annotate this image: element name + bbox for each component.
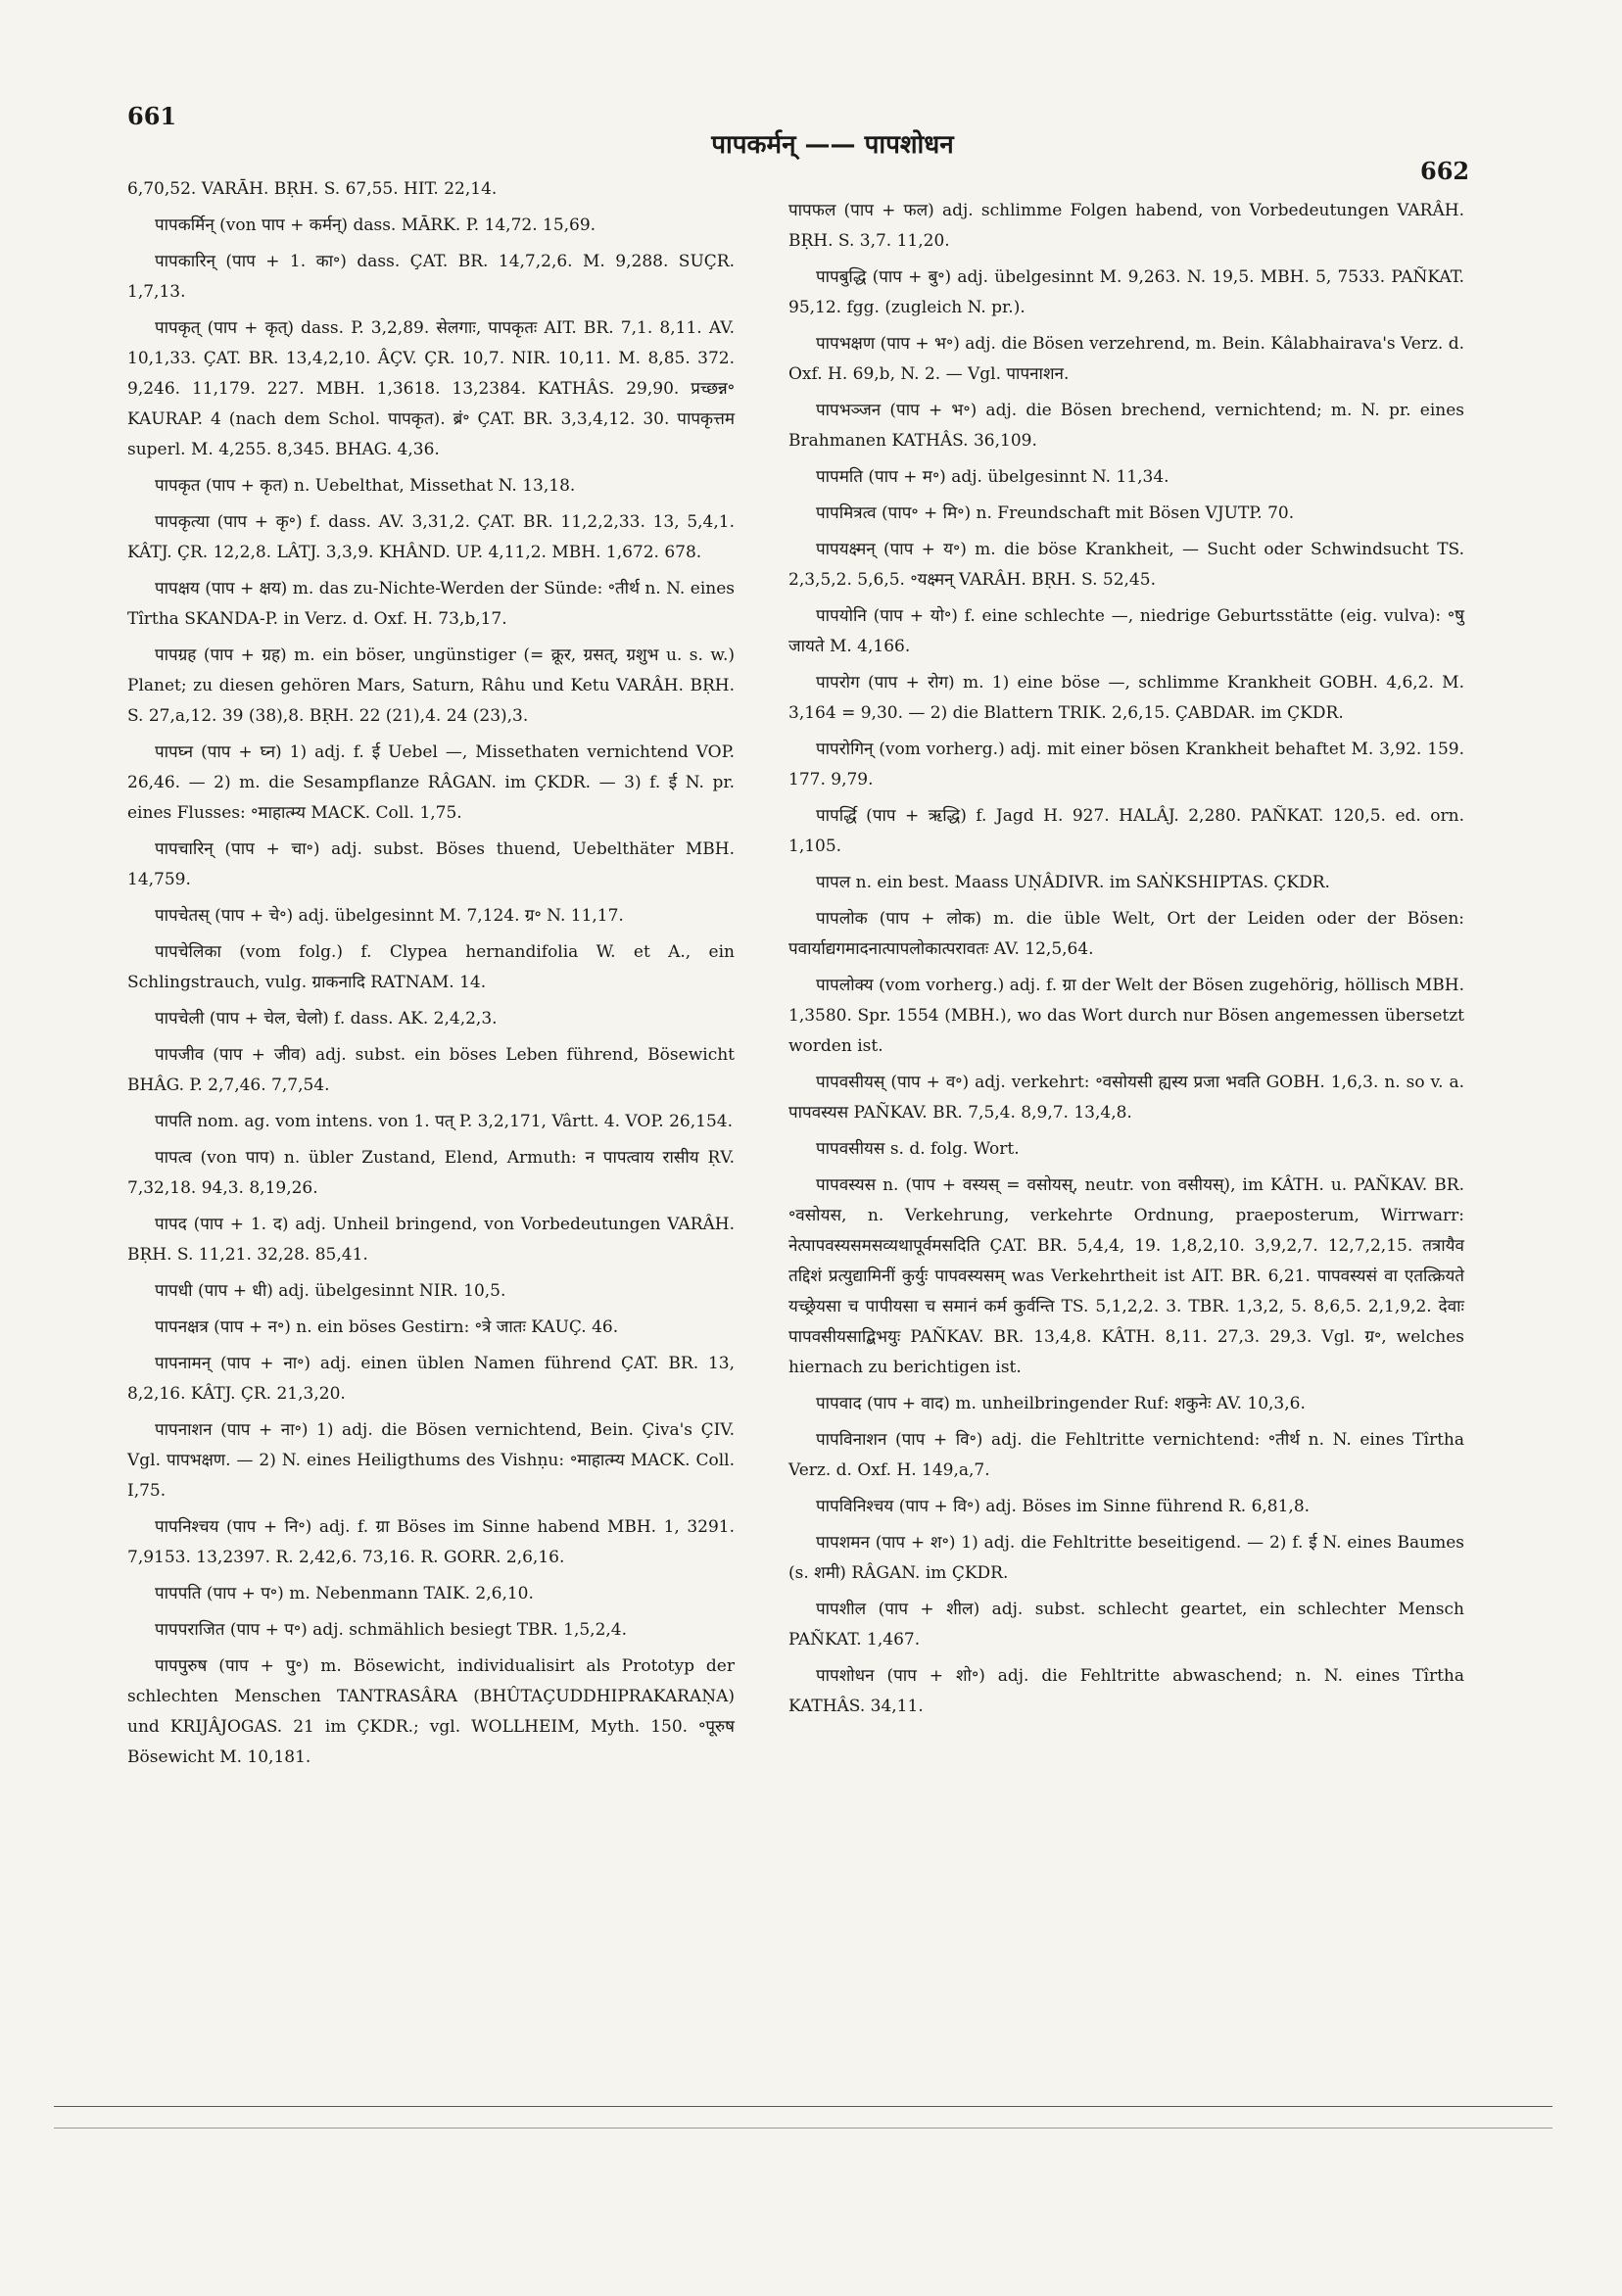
dictionary-entry: पापपुरुष (पाप + पु॰) m. Bösewicht, individualisirt als Prototyp der schlechten Menschen TANTRASÂRA (BHÛTAÇUDDHIPRAKARAṆA) und KRIJÂJOGAS. 21 im ÇKDR.; vgl. WOLLHEIM, Myth. 150. ॰पूरुष Bösewicht M. 10,181. [127,1656,735,1767]
dictionary-entry: पापग्रह (पाप + ग्रह) m. ein böser, ungünstiger (= क्रूर, ग्रसत्, ग्रशुभ u. s. w.) Planet; zu diesen gehören Mars, Saturn, Râhu und Ketu VARÂH. BṚH. S. 27,a,12. 39 (38),8. BṚH. 22 (21),4. 24 (23),3. [127,646,735,726]
dictionary-entry: पापयक्ष्मन् (पाप + य॰) m. die böse Krankheit, — Sucht oder Schwindsucht TS. 2,3,5,2. 5,6,5. ॰यक्ष्मन् VARÂH. BṚH. S. 52,45. [788,540,1464,590]
footer-rule-secondary [54,2128,1552,2129]
dictionary-entry: पापमित्रत्व (पाप॰ + मि॰) n. Freundschaft mit Bösen VJUTP. 70. [816,503,1295,523]
dictionary-entry: पापघ्न (पाप + घ्न) 1) adj. f. ई Uebel —, Missethaten vernichtend VOP. 26,46. — 2) m. die Sesampflanze RÂGAN. im ÇKDR. — 3) f. ई N. pr. eines Flusses: ॰माहात्म्य MACK. Coll. 1,75. [127,742,735,823]
dictionary-entry: पापवसीयस s. d. folg. Wort. [816,1139,1020,1159]
left-column [127,174,735,1779]
dictionary-entry: पापशोधन (पाप + शो॰) adj. die Fehltritte abwaschend; n. N. eines Tîrtha KATHÂS. 34,11. [788,1666,1464,1716]
dictionary-entry: पापनामन् (पाप + ना॰) adj. einen üblen Namen führend ÇAT. BR. 13, 8,2,16. KÂTJ. ÇR. 21,3,20. [127,1354,735,1404]
dictionary-entry: पापधी (पाप + धी) adj. übelgesinnt NIR. 10,5. [155,1281,506,1301]
dictionary-entry: पापरोगिन् (vom vorherg.) adj. mit einer bösen Krankheit behaftet M. 3,92. 159. 177. 9,79. [788,740,1464,789]
dictionary-entry: 6,70,52. VARĀH. BṚH. S. 67,55. HIT. 22,14. [127,179,498,199]
dictionary-entry: पापवसीयस् (पाप + व॰) adj. verkehrt: ॰वसोयसी ह्यस्य प्रजा भवति GOBH. 1,6,3. n. so v. a. पापवस्यस PAÑKAV. BR. 7,5,4. 8,9,7. 13,4,8. [788,1073,1464,1123]
dictionary-entry: पापल n. ein best. Maass UṆÂDIVR. im SAṄKSHIPTAS. ÇKDR. [816,873,1330,892]
dictionary-entry: पापकर्मिन् (von पाप + कर्मन्) dass. MĀRK. P. 14,72. 15,69. [155,215,596,235]
dictionary-entry: पापकृत (पाप + कृत) n. Uebelthat, Missethat N. 13,18. [155,476,576,496]
right-column [788,196,1464,1728]
page-number-left: 661 [127,102,177,130]
dictionary-entry: पापफल (पाप + फल) adj. schlimme Folgen habend, von Vorbedeutungen VARÂH. BṚH. S. 3,7. 11,20. [788,201,1464,251]
dictionary-entry: पापशील (पाप + शील) adj. subst. schlecht geartet, ein schlechter Mensch PAÑKAT. 1,467. [788,1600,1464,1650]
dictionary-entry: पापरोग (पाप + रोग) m. 1) eine böse —, schlimme Krankheit GOBH. 4,6,2. M. 3,164 = 9,30. — 2) die Blattern TRIK. 2,6,15. ÇABDAR. im ÇKDR. [788,673,1464,723]
dictionary-entry: पापक्षय (पाप + क्षय) m. das zu-Nichte-Werden der Sünde: ॰तीर्थ n. N. eines Tîrtha SKANDA-P. in Verz. d. Oxf. H. 73,b,17. [127,579,735,629]
dictionary-entry: पापनक्षत्र (पाप + न॰) n. ein böses Gestirn: ॰त्रे जातः KAUÇ. 46. [155,1317,619,1337]
dictionary-entry: पापलोक (पाप + लोक) m. die üble Welt, Ort der Leiden oder der Bösen: पवार्याद्यगमादनात्पापलोकात्परावतः AV. 12,5,64. [788,909,1464,959]
dictionary-entry: पापचारिन् (पाप + चा॰) adj. subst. Böses thuend, Uebelthäter MBH. 14,759. [127,839,735,889]
dictionary-entry: पापत्व (von पाप) n. übler Zustand, Elend, Armuth: न पापत्वाय रासीय ṚV. 7,32,18. 94,3. 8,19,26. [127,1148,735,1198]
dictionary-entry: पापमति (पाप + म॰) adj. übelgesinnt N. 11,34. [816,467,1169,487]
dictionary-entry: पापपराजित (पाप + प॰) adj. schmählich besiegt TBR. 1,5,2,4. [155,1620,628,1640]
running-head: पापकर्मन् —— पापशोधन [711,130,954,160]
dictionary-entry: पापविनाशन (पाप + वि॰) adj. die Fehltritte vernichtend: ॰तीर्थ n. N. eines Tîrtha Verz. d. Oxf. H. 149,a,7. [788,1430,1464,1480]
dictionary-entry: पापभक्षण (पाप + भ॰) adj. die Bösen verzehrend, m. Bein. Kâlabhairava's Verz. d. Oxf. H. 69,b, N. 2. — Vgl. पापनाशन. [788,334,1464,384]
dictionary-entry: पापनिश्चय (पाप + नि॰) adj. f. ग्रा Böses im Sinne habend MBH. 1, 3291. 7,9153. 13,2397. R. 2,42,6. 73,16. R. GORR. 2,6,16. [127,1517,735,1567]
dictionary-entry: पापनाशन (पाप + ना॰) 1) adj. die Bösen vernichtend, Bein. Çiva's ÇIV. Vgl. पापभक्षण. — 2) N. eines Heiligthums des Vishṇu: ॰माहात्म्य MACK. Coll. I,75. [127,1420,735,1501]
dictionary-entry: पापद (पाप + 1. द) adj. Unheil bringend, von Vorbedeutungen VARÂH. BṚH. S. 11,21. 32,28. 85,41. [127,1215,735,1265]
dictionary-entry: पापचेलिका (vom folg.) f. Clypea hernandifolia W. et A., ein Schlingstrauch, vulg. ग्राकनादि RATNAM. 14. [127,942,735,992]
dictionary-entry: पापति nom. ag. vom intens. von 1. पत् P. 3,2,171, Vârtt. 4. VOP. 26,154. [155,1112,734,1131]
dictionary-entry: पापभञ्जन (पाप + भ॰) adj. die Bösen brechend, vernichtend; m. N. pr. eines Brahmanen KATHÂS. 36,109. [788,401,1464,451]
dictionary-entry: पापयोनि (पाप + यो॰) f. eine schlechte —, niedrige Geburtsstätte (eig. vulva): ॰षु जायते M. 4,166. [788,606,1464,656]
dictionary-entry: पापकृत्या (पाप + कृ॰) f. dass. AV. 3,31,2. ÇAT. BR. 11,2,2,33. 13, 5,4,1. KÂTJ. ÇR. 12,2,8. LÂTJ. 3,3,9. KHÂND. UP. 4,11,2. MBH. 1,672. 678. [127,512,735,562]
dictionary-entry: पापचेली (पाप + चेल, चेलो) f. dass. AK. 2,4,2,3. [155,1009,498,1028]
dictionary-entry: पापजीव (पाप + जीव) adj. subst. ein böses Leben führend, Bösewicht BHÂG. P. 2,7,46. 7,7,54. [127,1045,735,1095]
dictionary-entry: पापबुद्धि (पाप + बु॰) adj. übelgesinnt M. 9,263. N. 19,5. MBH. 5, 7533. PAÑKAT. 95,12. fgg. (zugleich N. pr.). [788,267,1464,317]
dictionary-entry: पापपति (पाप + प॰) m. Nebenmann TAIK. 2,6,10. [155,1584,534,1603]
dictionary-entry: पापवाद (पाप + वाद) m. unheilbringender Ruf: शकुनेः AV. 10,3,6. [816,1394,1306,1413]
dictionary-entry: पापकारिन् (पाप + 1. का॰) dass. ÇAT. BR. 14,7,2,6. M. 9,288. SUÇR. 1,7,13. [127,252,735,302]
page-number-right: 662 [1420,157,1470,185]
dictionary-entry: पापविनिश्चय (पाप + वि॰) adj. Böses im Sinne führend R. 6,81,8. [816,1497,1311,1516]
dictionary-entry: पापकृत् (पाप + कृत्) dass. P. 3,2,89. सेलगाः, पापकृतः AIT. BR. 7,1. 8,11. AV. 10,1,33. ÇAT. BR. 13,4,2,10. ÂÇV. ÇR. 10,7. NIR. 10,11. M. 8,85. 372. 9,246. 11,179. 227. MBH. 1,3618. 13,2384. KATHÂS. 29,90. प्रच्छन्न॰ KAURAP. 4 (nach dem Schol. पापकृत). ब्रं॰ ÇAT. BR. 3,3,4,12. 30. पापकृत्तम superl. M. 4,255. 8,345. BHAG. 4,36. [127,318,735,459]
dictionary-entry: पापवस्यस n. (पाप + वस्यस् = वसोयस्, neutr. von वसीयस्), im KÂTH. u. PAÑKAV. BR. ॰वसोयस, n. Verkehrung, verkehrte Ordnung, praeposterum, Wirrwarr: नेत्पापवस्यसमसव्यथापूर्वमसदिति ÇAT. BR. 5,4,4, 19. 1,8,2,10. 3,9,2,7. 12,7,2,15. तत्रायैव तद्दिशं प्रत्युद्यामिनीं कुर्युः पापवस्यसम् was Verkehrtheit ist AIT. BR. 6,21. पापवस्यसं वा एतत्क्रियते यच्छ्रेयसा च पापीयसा च समानं कर्म कुर्वन्ति TS. 5,1,2,2. 3. TBR. 1,3,2, 5. 8,6,5. 2,1,9,2. देवाः पापवसीयसाद्बिभयुः PAÑKAV. BR. 13,4,8. KÂTH. 8,11. 27,3. 29,3. Vgl. ग्र॰, welches hiernach zu berichtigen ist. [788,1175,1464,1377]
footer-rule [54,2106,1552,2107]
dictionary-entry: पापलोक्य (vom vorherg.) adj. f. ग्रा der Welt der Bösen zugehörig, höllisch MBH. 1,3580. Spr. 1554 (MBH.), wo das Wort durch nur Bösen angemessen übersetzt worden ist. [788,976,1464,1056]
dictionary-entry: पापचेतस् (पाप + चे॰) adj. übelgesinnt M. 7,124. ग्र॰ N. 11,17. [155,906,624,926]
dictionary-entry: पापर्द्धि (पाप + ऋद्धि) f. Jagd H. 927. HALÂJ. 2,280. PAÑKAT. 120,5. ed. orn. 1,105. [788,806,1464,856]
dictionary-entry: पापशमन (पाप + श॰) 1) adj. die Fehltritte beseitigend. — 2) f. ई N. eines Baumes (s. शमी) RÂGAN. im ÇKDR. [788,1533,1464,1583]
